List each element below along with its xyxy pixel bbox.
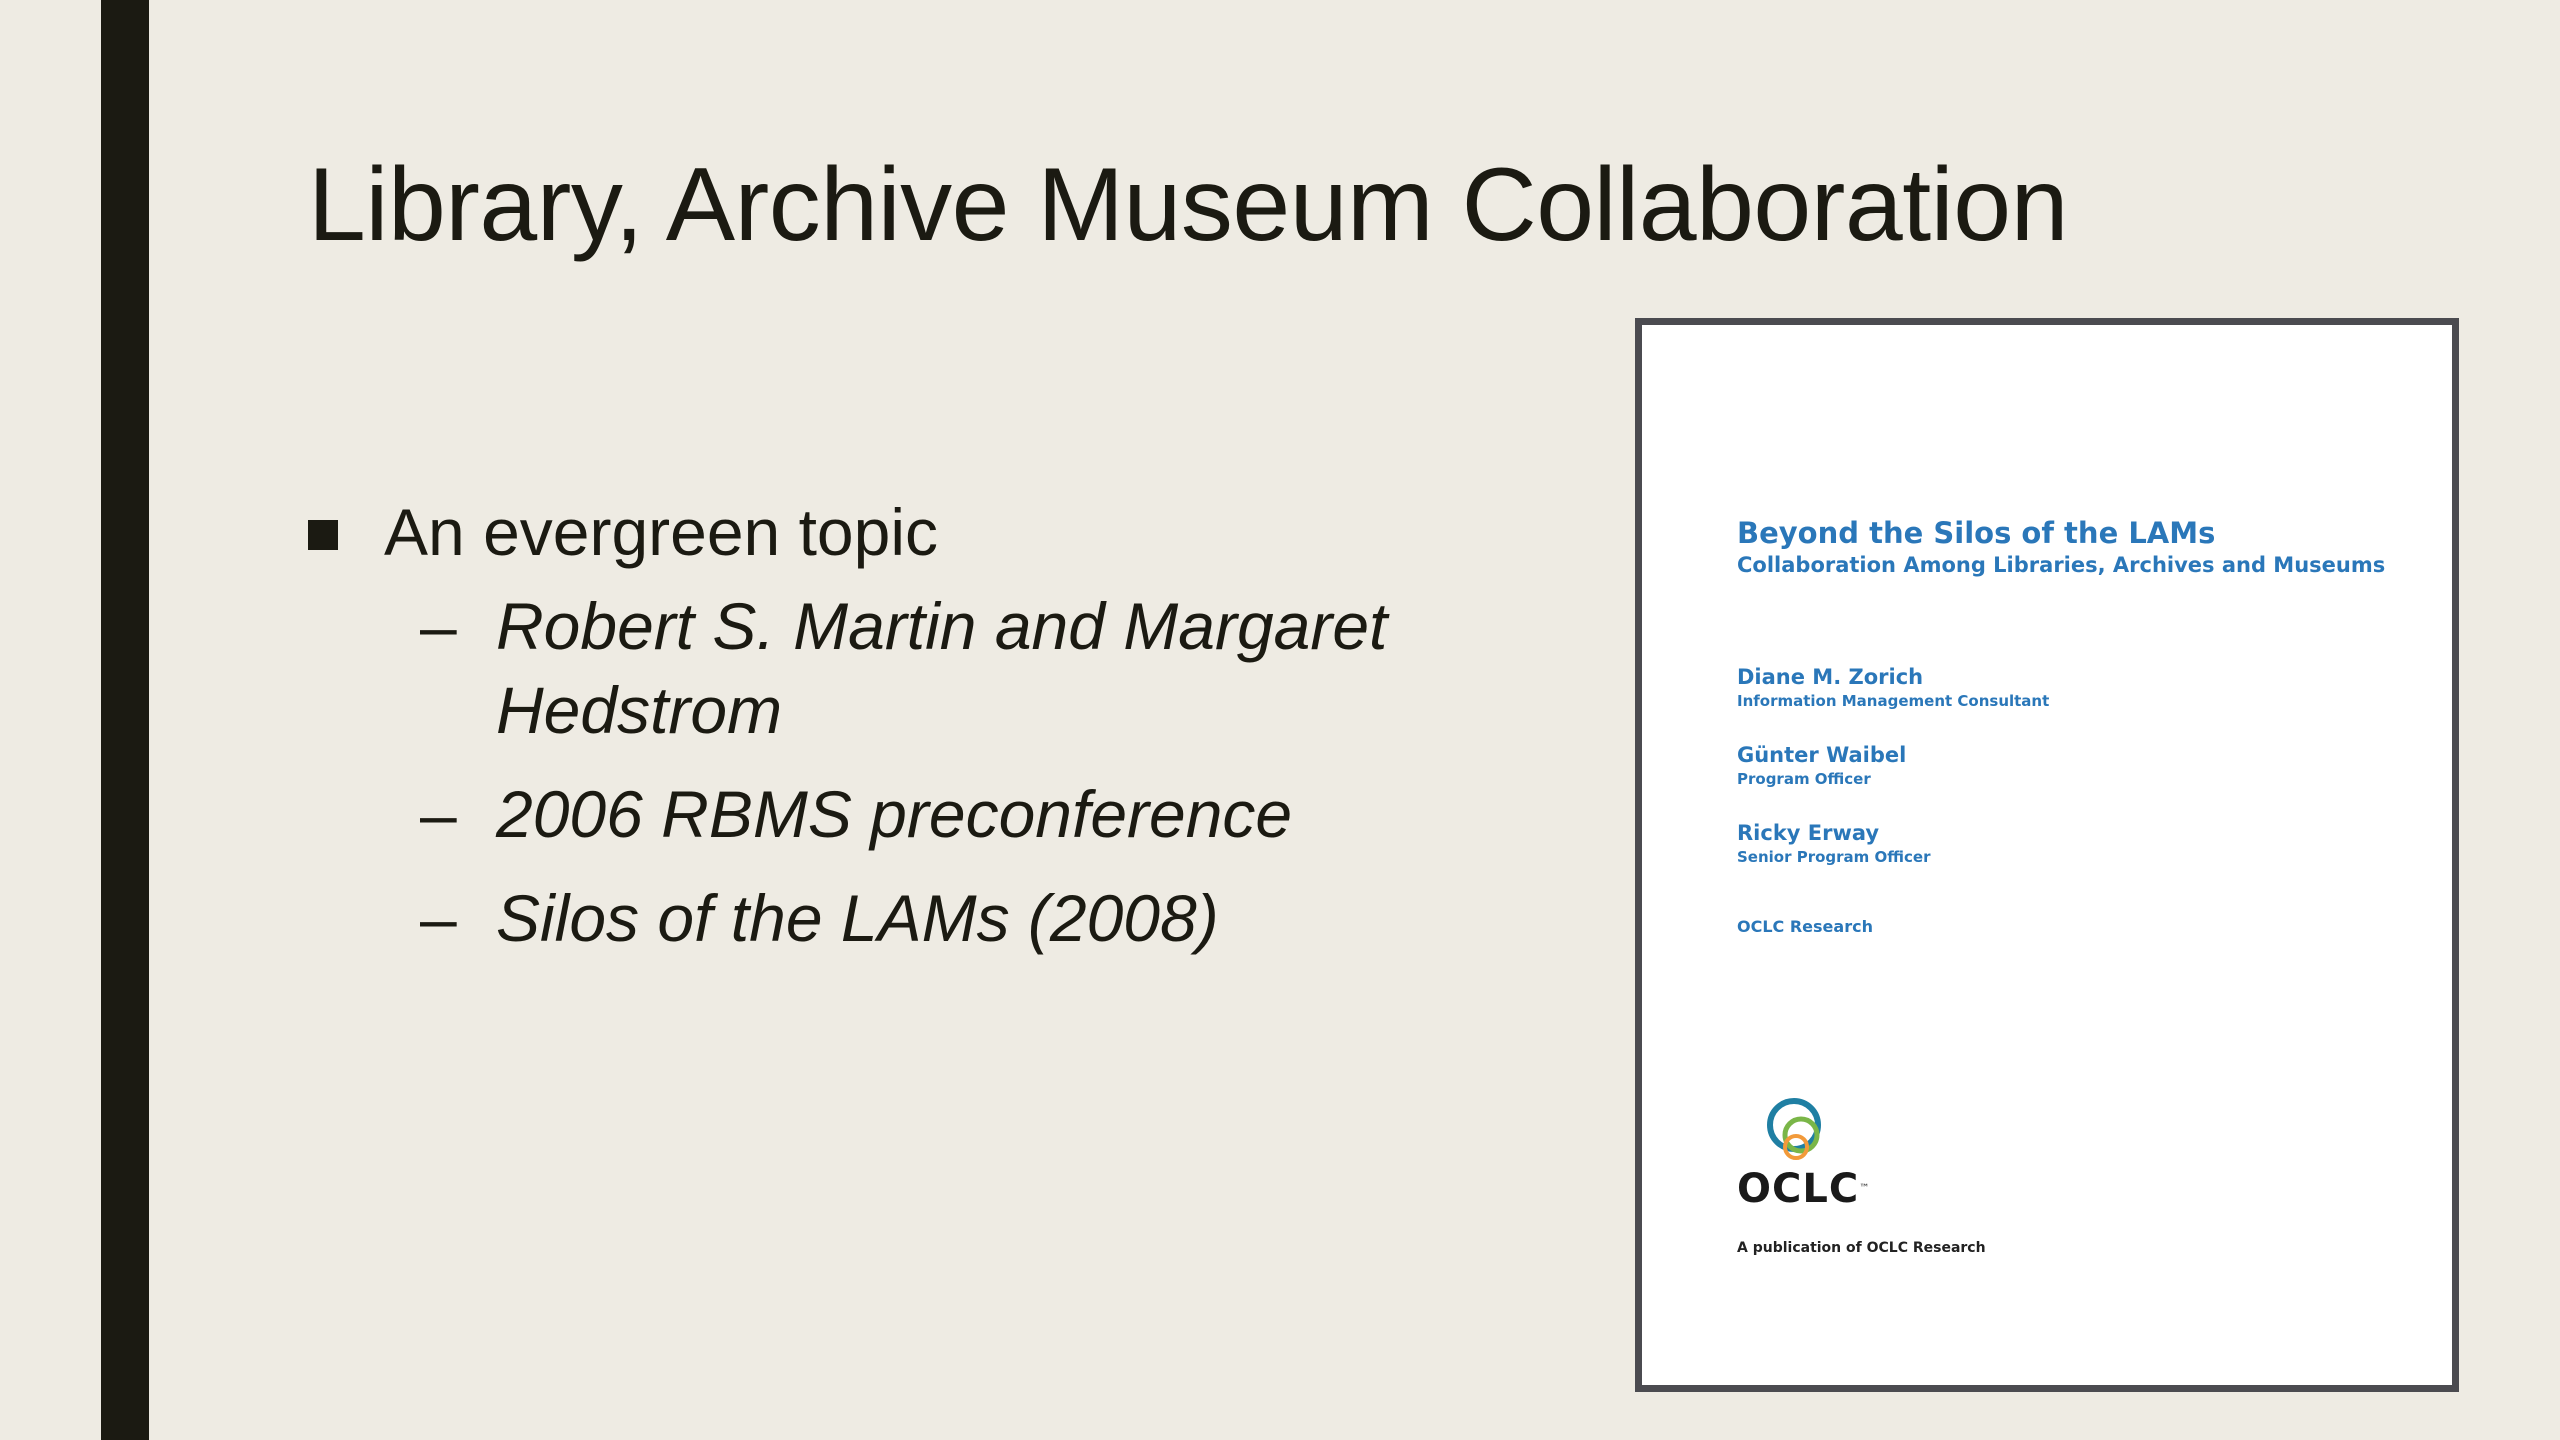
author-role: Information Management Consultant	[1737, 692, 2050, 710]
trademark-symbol: ™	[1859, 1183, 1871, 1194]
sub-bullet-item	[420, 772, 1608, 856]
oclc-wordmark-text: OCLC	[1737, 1166, 1860, 1212]
dash-bullet-icon: –	[420, 777, 457, 851]
dash-bullet-icon: –	[420, 881, 457, 955]
bullet-item	[308, 490, 1608, 574]
sub-bullet-item	[420, 876, 1608, 960]
sub-bullet-item	[420, 584, 1608, 752]
oclc-logo	[1737, 1095, 1870, 1211]
square-bullet-icon	[308, 520, 338, 550]
sub-bullet-text: 2006 RBMS preconference	[496, 777, 1293, 851]
bullet-list	[308, 490, 1608, 980]
cover-text-block	[1737, 515, 2437, 936]
author-role: Senior Program Officer	[1737, 848, 1931, 866]
author-name: Diane M. Zorich	[1737, 665, 1924, 689]
cover-title: Beyond the Silos of the LAMs	[1737, 516, 2216, 550]
author-name: Günter Waibel	[1737, 743, 1907, 767]
oclc-wordmark	[1737, 1167, 1870, 1211]
cover-author	[1737, 741, 2437, 789]
cover-author	[1737, 819, 2437, 867]
sub-bullet-list	[308, 584, 1608, 960]
dash-bullet-icon: –	[420, 589, 457, 663]
accent-bar	[101, 0, 149, 1440]
cover-organization: OCLC Research	[1737, 917, 1873, 936]
author-role: Program Officer	[1737, 770, 1871, 788]
author-name: Ricky Erway	[1737, 821, 1880, 845]
cover-subtitle: Collaboration Among Libraries, Archives and Museums	[1737, 553, 2386, 577]
slide-title: Library, Archive Museum Collaboration	[308, 147, 2068, 263]
report-cover-image	[1635, 318, 2459, 1392]
cover-author	[1737, 663, 2437, 711]
sub-bullet-text: Silos of the LAMs (2008)	[496, 881, 1219, 955]
oclc-rings-icon	[1761, 1095, 1831, 1165]
bullet-text: An evergreen topic	[384, 495, 939, 569]
sub-bullet-text: Robert S. Martin and Margaret Hedstrom	[496, 589, 1388, 747]
publication-note: A publication of OCLC Research	[1737, 1240, 1986, 1256]
